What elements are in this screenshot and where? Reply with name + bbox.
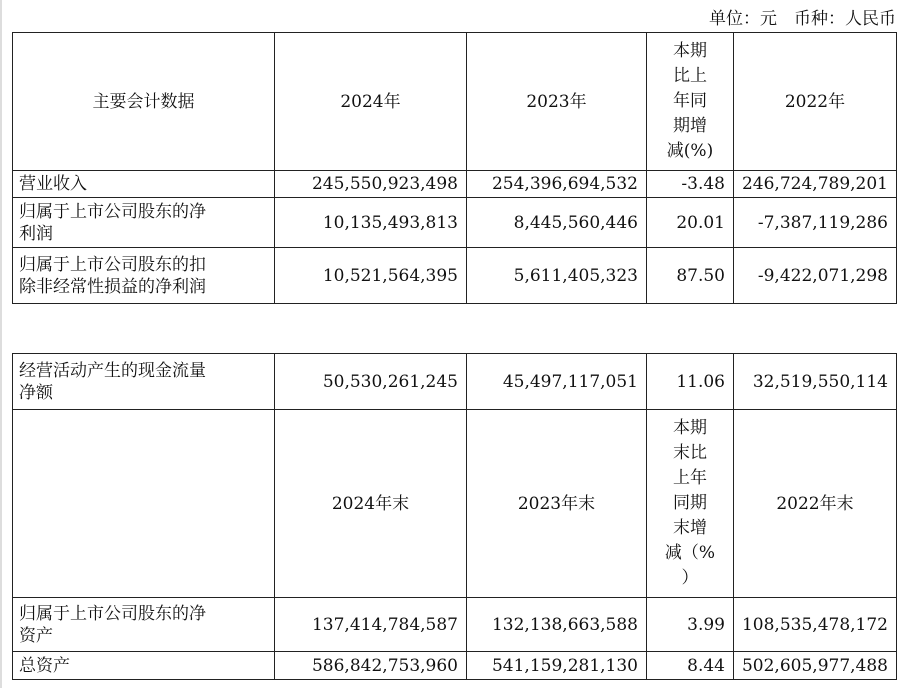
cell-2022: 246,724,789,201	[734, 171, 897, 198]
cell-2022: 108,535,478,172	[734, 598, 897, 652]
table-row-net-profit-excl-nonrecurring	[13, 248, 897, 304]
cell-2024: 10,135,493,813	[275, 198, 467, 248]
row-label: 总资产	[13, 652, 275, 680]
row-label: 归属于上市公司股东的扣 除非经常性损益的净利润	[13, 248, 275, 304]
header-year-end-2022: 2022年末	[734, 410, 897, 598]
table-row-operating-cash-flow	[13, 354, 897, 410]
cell-2022: 502,605,977,488	[734, 652, 897, 680]
row-label: 归属于上市公司股东的净 利润	[13, 198, 275, 248]
table1-header-row	[13, 33, 897, 171]
cell-change: 87.50	[647, 248, 734, 304]
cell-2023: 541,159,281,130	[467, 652, 647, 680]
table-row-revenue	[13, 171, 897, 198]
header-empty	[13, 410, 275, 598]
cell-2023: 254,396,694,532	[467, 171, 647, 198]
row-label: 经营活动产生的现金流量 净额	[13, 354, 275, 410]
cell-2024: 137,414,784,587	[275, 598, 467, 652]
table-row-total-assets	[13, 652, 897, 680]
cell-2023: 132,138,663,588	[467, 598, 647, 652]
header-year-end-2023: 2023年末	[467, 410, 647, 598]
cell-2024: 245,550,923,498	[275, 171, 467, 198]
cell-2023: 8,445,560,446	[467, 198, 647, 248]
table2-header-row	[13, 410, 897, 598]
cell-change: 8.44	[647, 652, 734, 680]
cell-2024: 586,842,753,960	[275, 652, 467, 680]
unit-currency-note: 单位：元 币种：人民币	[709, 9, 896, 29]
cell-2022: 32,519,550,114	[734, 354, 897, 410]
cell-2022: -9,422,071,298	[734, 248, 897, 304]
header-year-2022: 2022年	[734, 33, 897, 171]
page-edge-marker	[0, 0, 2, 688]
cell-2022: -7,387,119,286	[734, 198, 897, 248]
row-label: 营业收入	[13, 171, 275, 198]
cell-change: -3.48	[647, 171, 734, 198]
header-year-2024: 2024年	[275, 33, 467, 171]
row-label: 归属于上市公司股东的净 资产	[13, 598, 275, 652]
cell-change: 3.99	[647, 598, 734, 652]
key-accounting-data-table	[12, 32, 897, 304]
header-year-end-2024: 2024年末	[275, 410, 467, 598]
table-row-net-assets	[13, 598, 897, 652]
cash-flow-and-assets-table	[12, 353, 897, 680]
cell-2024: 50,530,261,245	[275, 354, 467, 410]
cell-change: 20.01	[647, 198, 734, 248]
cell-change: 11.06	[647, 354, 734, 410]
table-row-net-profit	[13, 198, 897, 248]
cell-2023: 45,497,117,051	[467, 354, 647, 410]
header-year-2023: 2023年	[467, 33, 647, 171]
cell-2023: 5,611,405,323	[467, 248, 647, 304]
header-yoy-change: 本期 比上 年同 期增 减(%)	[647, 33, 734, 171]
cell-2024: 10,521,564,395	[275, 248, 467, 304]
header-item-label: 主要会计数据	[13, 33, 275, 171]
header-period-end-change: 本期 末比 上年 同期 末增 减（% ）	[647, 410, 734, 598]
